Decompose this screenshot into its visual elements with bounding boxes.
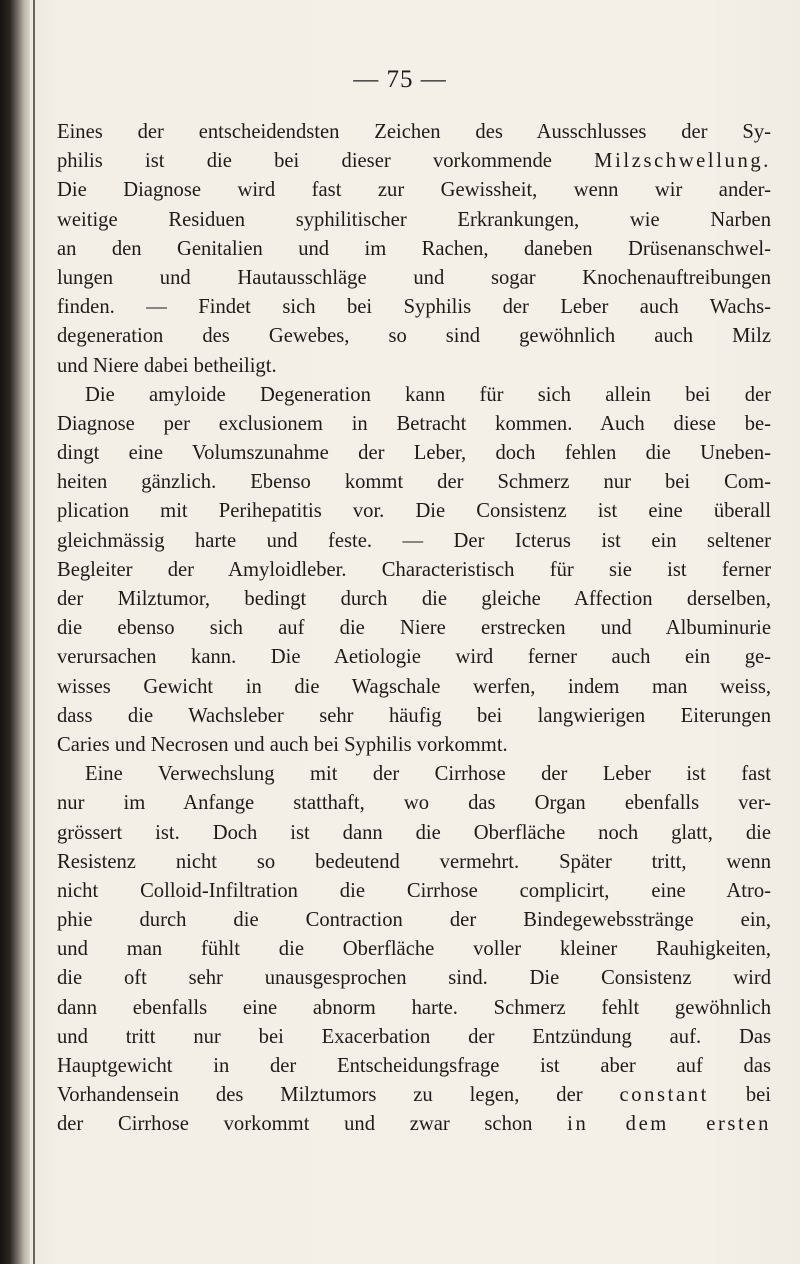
text-line	[57, 147, 771, 176]
text-line: Resistenz nicht so bedeutend vermehrt. Später tritt, wenn	[57, 850, 771, 873]
text-line: der Milztumor, bedingt durch die gleiche Affection derselben,	[57, 588, 771, 610]
text-line-segment: bei	[708, 1084, 772, 1107]
emphasized-term: Milzschwellung.	[594, 150, 771, 173]
text-line: Begleiter der Amyloidleber. Characteristisch für sie ist ferner	[57, 558, 771, 581]
paragraph-2	[57, 381, 771, 760]
text-line	[57, 1081, 771, 1110]
text-line: dingt eine Volumszunahme der Leber, doch fehlen die Uneben-	[57, 442, 771, 465]
text-line: dass die Wachsleber sehr häufig bei langwierigen Eiterungen	[57, 704, 771, 727]
text-line: degeneration des Gewebes, so sind gewöhnlich auch Milz	[57, 325, 771, 348]
text-line: gleichmässig harte und feste. — Der Icterus ist ein seltener	[57, 529, 771, 552]
text-line: finden. — Findet sich bei Syphilis der Leber auch Wachs-	[57, 296, 771, 319]
text-line: Eine Verwechslung mit der Cirrhose der Leber ist fast	[85, 763, 771, 786]
text-line: plication mit Perihepatitis vor. Die Consistenz ist eine überall	[57, 500, 771, 523]
text-line: die oft sehr unausgesprochen sind. Die Consistenz wird	[57, 967, 771, 990]
text-line: nicht Colloid-Infiltration die Cirrhose complicirt, eine Atro-	[57, 879, 771, 902]
text-line: Die amyloide Degeneration kann für sich allein bei der	[85, 383, 771, 406]
text-line: verursachen kann. Die Aetiologie wird ferner auch ein ge-	[57, 646, 771, 669]
body-text	[57, 118, 771, 1140]
emphasized-term: in dem ersten	[567, 1113, 771, 1136]
text-line	[57, 1110, 771, 1139]
binding-shadow-line	[33, 0, 35, 1264]
text-line: Eines der entscheidendsten Zeichen des Ausschlusses der Sy-	[57, 121, 771, 143]
text-line: heiten gänzlich. Ebenso kommt der Schmerz nur bei Com-	[57, 471, 771, 494]
text-line: grössert ist. Doch ist dann die Oberfläche noch glatt, die	[57, 821, 771, 844]
text-line: an den Genitalien und im Rachen, daneben Drüsenanschwel-	[57, 237, 771, 260]
text-line: wisses Gewicht in die Wagschale werfen, indem man weiss,	[57, 675, 771, 698]
text-line: und Niere dabei betheiligt.	[57, 354, 277, 377]
book-binding-edge	[0, 0, 30, 1264]
text-line-segment: Vorhandensein des Milztumors zu legen, der	[57, 1084, 620, 1107]
text-line: phie durch die Contraction der Bindegewebsstränge ein,	[57, 909, 771, 932]
text-line: und tritt nur bei Exacerbation der Entzündung auf. Das	[57, 1025, 771, 1048]
page-number: — 75 —	[353, 66, 447, 93]
text-line: weitige Residuen syphilitischer Erkrankungen, wie Narben	[57, 208, 771, 231]
text-line-segment: philis ist die bei dieser vorkommende	[57, 150, 595, 173]
text-line: Diagnose per exclusionem in Betracht kommen. Auch diese be-	[57, 412, 771, 435]
text-line: und man fühlt die Oberfläche voller kleiner Rauhigkeiten,	[57, 938, 771, 961]
paragraph-3	[57, 760, 771, 1139]
text-line: Caries und Necrosen und auch bei Syphilis vorkommt.	[57, 733, 508, 756]
paragraph-1	[57, 118, 771, 381]
text-line: Hauptgewicht in der Entscheidungsfrage ist aber auf das	[57, 1055, 771, 1077]
text-line: nur im Anfange statthaft, wo das Organ ebenfalls ver-	[57, 792, 771, 815]
emphasized-term: constant	[619, 1084, 709, 1107]
text-line: dann ebenfalls eine abnorm harte. Schmerz fehlt gewöhnlich	[57, 996, 771, 1019]
text-line: Die Diagnose wird fast zur Gewissheit, wenn wir ander-	[57, 179, 771, 202]
text-line: lungen und Hautausschläge und sogar Knochenauftreibungen	[57, 266, 771, 289]
text-line-segment: der Cirrhose vorkommt und zwar schon	[57, 1113, 568, 1136]
text-line: die ebenso sich auf die Niere erstrecken und Albuminurie	[57, 617, 771, 640]
